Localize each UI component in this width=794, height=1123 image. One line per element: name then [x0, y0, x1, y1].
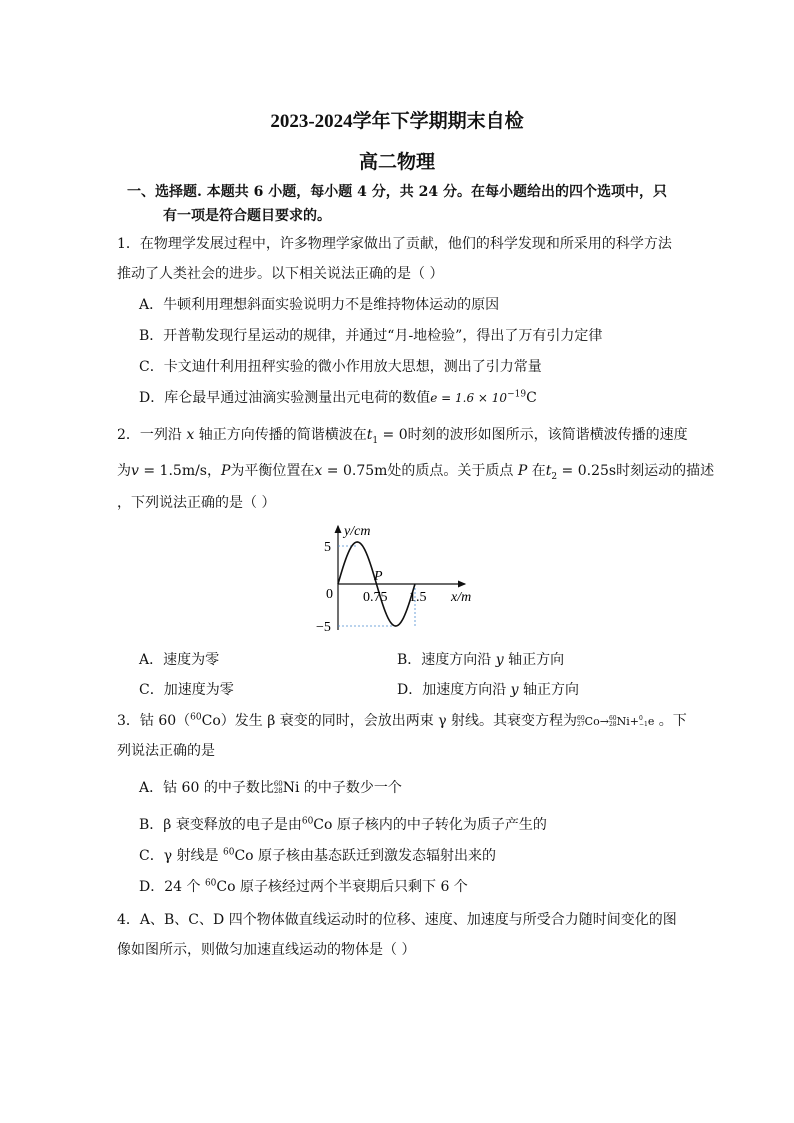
subject-title: 高二物理 [358, 152, 435, 173]
q3-stem-line1: 3．钴 60（$^{60}$Co）发生 β 衰变的同时，会放出两束 γ 射线。其衰变方程为 60 27 Co→ 60 28 Ni+ 0 −1 e 。下 [117, 712, 687, 729]
exam-title: 2023-2024学年下学期期末自检 [270, 111, 524, 132]
q1-option-d-unit: C [526, 390, 537, 406]
q1-option-d-exp: −19 [507, 389, 527, 400]
y-tick-negative: −5 [316, 620, 331, 635]
q2-stem-line1: 2．一列沿 x 轴正方向传播的简谐横波在$t_1 = 0$时刻的波形如图所示，该简谐横波传播的速度 [117, 427, 688, 446]
x-tick-075: 0.75 [363, 590, 388, 605]
x-axis-label: x/m [451, 590, 472, 605]
wave-figure [310, 518, 490, 636]
q2-stem-line2: 为v = 1.5m/s，P为平衡位置在x = 0.75m处的质点。关于质点 P 在$t_2 = 0.25s$时刻运动的描述 [117, 463, 715, 482]
q1-stem-line2: 推动了人类社会的进步。以下相关说法正确的是（ ） [117, 266, 444, 282]
y-tick-positive: 5 [324, 540, 331, 555]
y-axis-label: y/cm [344, 524, 371, 539]
x-tick-15: 1.5 [409, 590, 427, 605]
q3-option-c: C．γ 射线是 $^{60}$Co 原子核由基态跃迁到激发态辐射出来的 [139, 847, 497, 864]
q3-stem-line2: 列说法正确的是 [117, 743, 215, 759]
q2-option-d: D．加速度方向沿 y 轴正方向 [397, 682, 580, 698]
q2-option-b: B．速度方向沿 y 轴正方向 [397, 652, 565, 668]
q2-option-c: C．加速度为零 [139, 682, 234, 698]
q1-option-c: C．卡文迪什利用扭秤实验的微小作用放大思想，测出了引力常量 [139, 359, 542, 375]
q1-option-d-text: D．库仑最早通过油滴实验测量出元电荷的数值 [139, 390, 431, 406]
q1-option-d-formula: e = 1.6 × 10 [430, 391, 508, 405]
section-heading: 一、选择题. 本题共 6 小题，每小题 4 分，共 24 分。在每小题给出的四个选项中，只 [127, 184, 667, 200]
q2-option-a: A．速度为零 [139, 652, 220, 668]
q4-stem-line2: 像如图所示，则做匀加速直线运动的物体是（ ） [117, 942, 416, 958]
q3-option-a: A．钴 60 的中子数比 60 28 Ni 的中子数少一个 [139, 780, 402, 796]
q1-option-d [139, 387, 537, 407]
q3-option-d: D．24 个 $^{60}$Co 原子核经过两个半衰期后只剩下 6 个 [139, 878, 468, 895]
q4-stem-line1: 4．A、B、C、D 四个物体做直线运动时的位移、速度、加速度与所受合力随时间变化的图 [117, 912, 677, 928]
q1-option-b: B．开普勒发现行星运动的规律，并通过“月-地检验”，得出了万有引力定律 [139, 328, 603, 344]
q2-stem-line3: ，下列说法正确的是（ ） [117, 495, 276, 511]
q3-option-b: B．β 衰变释放的电子是由$^{60}$Co 原子核内的中子转化为质子产生的 [139, 816, 547, 833]
q1-stem-line1: 1．在物理学发展过程中，许多物理学家做出了贡献，他们的科学发现和所采用的科学方法 [117, 236, 672, 252]
point-p-label: P [374, 569, 383, 584]
origin-label: 0 [326, 587, 333, 602]
q1-option-a: A．牛顿利用理想斜面实验说明力不是维持物体运动的原因 [139, 297, 500, 313]
section-heading-cont: 有一项是符合题目要求的。 [163, 208, 331, 224]
